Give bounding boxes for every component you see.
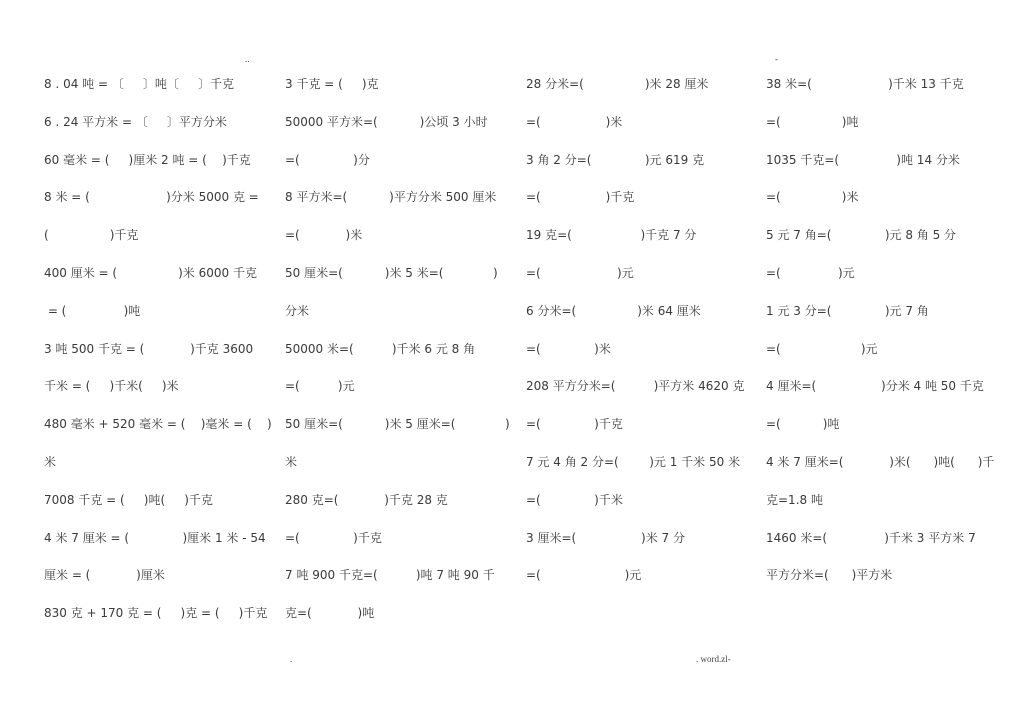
exercise-line: 4 厘米=( )分米 4 吨 50 千克 <box>766 379 984 394</box>
exercise-line: 3 角 2 分=( )元 619 克 <box>526 152 705 167</box>
header-mark-right: - <box>775 54 778 64</box>
exercise-line: 400 厘米 = ( )米 6000 千克 <box>44 265 257 280</box>
exercise-line: 8 米 = ( )分米 5000 克 = <box>44 190 259 205</box>
exercise-line: =( )元 <box>766 265 855 280</box>
exercise-line: 60 毫米 = ( )厘米 2 吨 = ( )千克 <box>44 152 251 167</box>
exercise-line: 3 厘米=( )米 7 分 <box>526 530 685 545</box>
exercise-line: =( )元 <box>526 265 634 280</box>
exercise-line: 4 米 7 厘米=( )米( )吨( )千 <box>766 454 995 469</box>
exercise-line: =( )元 <box>766 341 878 356</box>
footer-mark-left: . <box>290 654 293 664</box>
exercise-line: 38 米=( )千米 13 千克 <box>766 77 964 91</box>
exercise-line: 米 <box>285 454 298 469</box>
exercise-line: ( )千克 <box>44 228 139 243</box>
worksheet-column-1 <box>44 73 276 640</box>
exercise-line: = ( )吨 <box>44 303 141 318</box>
exercise-line: 3 千克 = ( )克 <box>285 77 379 91</box>
exercise-line: =( )吨 <box>766 114 859 129</box>
exercise-line: 280 克=( )千克 28 克 <box>285 492 448 507</box>
exercise-line: 7 元 4 角 2 分=( )元 1 千米 50 米 <box>526 454 741 469</box>
exercise-line: 6 分米=( )米 64 厘米 <box>526 303 701 318</box>
exercise-line: =( )米 <box>766 190 859 205</box>
worksheet-column-2 <box>285 73 517 640</box>
exercise-line: 19 克=( )千克 7 分 <box>526 228 697 243</box>
exercise-line: 7008 千克 = ( )吨( )千克 <box>44 492 213 507</box>
exercise-line: 1 元 3 分=( )元 7 角 <box>766 303 929 318</box>
worksheet-column-4 <box>766 73 998 602</box>
exercise-line: 28 分米=( )米 28 厘米 <box>526 77 709 91</box>
worksheet-column-3 <box>526 73 758 602</box>
exercise-line: 厘米 = ( )厘米 <box>44 568 165 583</box>
exercise-line: 50 厘米=( )米 5 厘米=( ) <box>285 417 510 432</box>
exercise-line: =( )千克 <box>285 530 382 545</box>
exercise-line: =( )分 <box>285 152 370 167</box>
exercise-line: 克=( )吨 <box>285 606 375 621</box>
exercise-line: 6 . 24 平方米 = 〔 〕平方分米 <box>44 114 227 129</box>
footer-mark-right: . word.zl- <box>696 654 731 664</box>
exercise-line: 8 平方米=( )平方分米 500 厘米 <box>285 190 497 205</box>
exercise-line: =( )元 <box>526 568 642 583</box>
exercise-line: 1035 千克=( )吨 14 分米 <box>766 152 960 167</box>
exercise-line: 8 . 04 吨 = 〔 〕吨〔 〕千克 <box>44 77 234 91</box>
exercise-line: =( )千米 <box>526 492 623 507</box>
exercise-line: 千米 = ( )千米( )米 <box>44 379 179 394</box>
exercise-line: 3 吨 500 千克 = ( )千克 3600 <box>44 341 254 356</box>
exercise-line: 50000 米=( )千米 6 元 8 角 <box>285 341 476 356</box>
exercise-line: =( )米 <box>526 341 611 356</box>
exercise-line: 4 米 7 厘米 = ( )厘米 1 米 - 54 <box>44 530 266 545</box>
exercise-line: 1460 米=( )千米 3 平方米 7 <box>766 530 976 545</box>
exercise-line: =( )吨 <box>766 417 840 432</box>
exercise-line: 50000 平方米=( )公顷 3 小时 <box>285 114 488 129</box>
exercise-line: 208 平方分米=( )平方米 4620 克 <box>526 379 745 394</box>
exercise-line: =( )元 <box>285 379 355 394</box>
exercise-line: =( )千克 <box>526 190 635 205</box>
exercise-line: 830 克 + 170 克 = ( )克 = ( )千克 <box>44 606 268 621</box>
header-mark-left: .. <box>245 54 250 64</box>
exercise-line: 50 厘米=( )米 5 米=( ) <box>285 265 498 280</box>
exercise-line: =( )米 <box>526 114 623 129</box>
exercise-line: 米 <box>44 454 57 469</box>
exercise-line: 平方分米=( )平方米 <box>766 568 893 583</box>
exercise-line: =( )米 <box>285 228 363 243</box>
exercise-line: 分米 <box>285 303 310 318</box>
exercise-line: 7 吨 900 千克=( )吨 7 吨 90 千 <box>285 568 495 583</box>
exercise-line: 5 元 7 角=( )元 8 角 5 分 <box>766 228 957 243</box>
exercise-line: 克=1.8 吨 <box>766 492 823 507</box>
exercise-line: 480 毫米 + 520 毫米 = ( )毫米 = ( ) <box>44 417 272 432</box>
exercise-line: =( )千克 <box>526 417 623 432</box>
